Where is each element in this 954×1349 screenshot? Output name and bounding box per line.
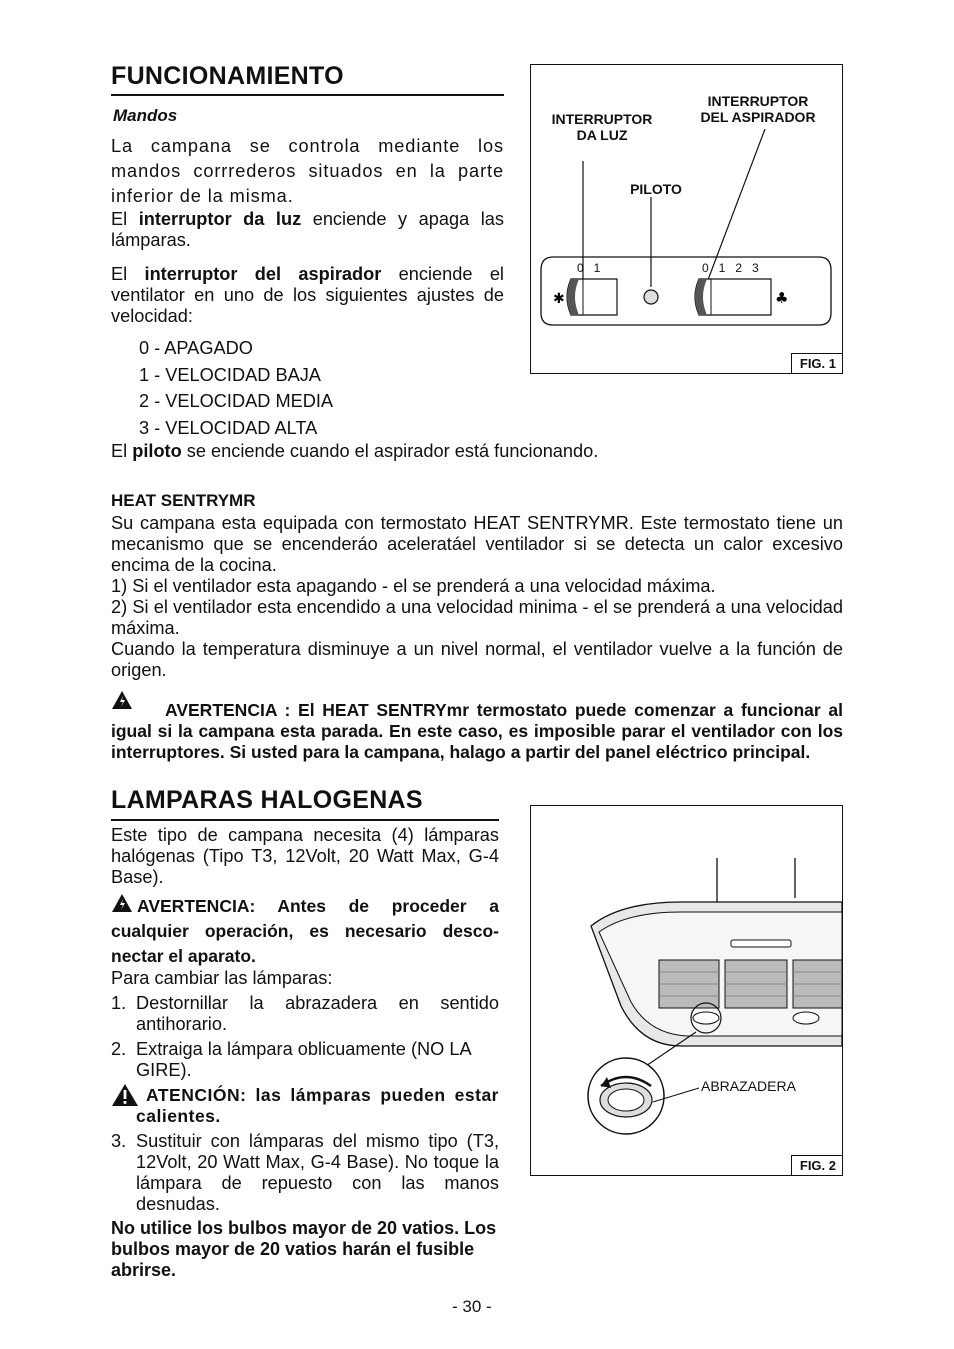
- heat-line: 1) Si el ventilador esta apagando - el se prenderá a una velocidad máxima.: [111, 576, 716, 596]
- para-pilot-pre: El: [111, 441, 133, 461]
- step-text: Extraiga la lámpara oblicuamente (NO LA GIRE).: [136, 1039, 471, 1080]
- label-pilot: PILOTO: [630, 181, 682, 197]
- lamp-lead: Para cambiar las lámparas:: [111, 968, 333, 988]
- para-pilot-bold: piloto: [132, 441, 182, 461]
- label-light-switch: INTERRUPTOR DA LUZ: [551, 111, 653, 143]
- lamp-intro: Este tipo de campana necesita (4) lámparas halógenas (Tipo T3, 12Volt, 20 Watt Max, G-4 Base).: [111, 825, 499, 887]
- caution-text: ATENCIÓN: las lámparas pueden estar calientes.: [136, 1085, 499, 1126]
- lamp-caution: [111, 1085, 499, 1127]
- control-panel-drawing: [531, 65, 842, 373]
- title-rule: [111, 94, 504, 96]
- figure-1-caption: FIG. 1: [791, 353, 842, 373]
- speed-item: 0 - APAGADO: [139, 338, 253, 358]
- lamp-step-1: [111, 993, 499, 1035]
- section-title-lamparas: LAMPARAS HALOGENAS: [111, 786, 423, 814]
- lamp-final-note: No utilice los bulbos mayor de 20 vatios. Los bulbos mayor de 20 vatios harán el fusible abrirse.: [111, 1218, 497, 1280]
- lamp-step-3: [111, 1131, 499, 1215]
- label-clamp: ABRAZADERA: [701, 1078, 796, 1094]
- step-text: Sustituir con lámparas del mismo tipo (T3, 12Volt, 20 Watt Max, G-4 Base). No toque la lámpara de repuesto con las manos desnudas.: [136, 1131, 499, 1214]
- para-fan-switch: [111, 264, 504, 327]
- heat-line: 2) Si el ventilador esta encendido a una velocidad minima - el se prenderá a una velocidad máxima.: [111, 597, 843, 638]
- speed-item: 2 - VELOCIDAD MEDIA: [139, 391, 334, 411]
- para-pilot: [111, 441, 598, 462]
- speed-item: 1 - VELOCIDAD BAJA: [139, 364, 321, 385]
- lamp-warning: AVERTENCIA: Antes de proceder a cualquier operación, es necesario desco-nectar el aparato.: [111, 896, 499, 966]
- step-number: 3.: [111, 1131, 127, 1151]
- para-light-pre: El: [111, 209, 139, 229]
- section-title-funcionamiento: FUNCIONAMIENTO: [111, 62, 344, 90]
- para-fan-post: enciende el ventilator en uno de los siguientes ajustes de velocidad:: [111, 264, 504, 326]
- para-light-bold: interruptor da luz: [138, 209, 302, 229]
- para-fan-pre: El: [111, 264, 145, 284]
- heat-sentry-title: HEAT SENTRYMR: [111, 491, 256, 510]
- speed-list: [139, 335, 333, 441]
- page-number: - 30 -: [452, 1297, 492, 1316]
- heat-sentry-body: [111, 513, 843, 681]
- step-number: 2.: [111, 1039, 127, 1059]
- step-number: 1.: [111, 993, 127, 1013]
- hood-drawing: [531, 806, 842, 1175]
- para-fan-bold: interruptor del aspirador: [144, 264, 382, 284]
- step-text: Destornillar la abrazadera en sentido antihorario.: [136, 993, 499, 1034]
- para-light-switch: [111, 209, 504, 251]
- heat-line: Cuando la temperatura disminuye a un nivel normal, el ventilador vuelve a la función de origen.: [111, 639, 843, 680]
- figure-1-controls: [530, 64, 843, 374]
- figure-2-clamp: [530, 805, 843, 1176]
- svg-text:♣: ♣: [775, 289, 789, 307]
- speed-item: 3 - VELOCIDAD ALTA: [139, 417, 318, 438]
- para-pilot-post: se enciende cuando el aspirador está funcionando.: [181, 441, 599, 461]
- svg-text:✱: ✱: [553, 291, 565, 307]
- heat-sentry-warning: AVERTENCIA : El HEAT SENTRYmr termostato puede comenzar a funcionar al igual si la campana esta parada. En este caso, es imposible parar el ventilador con los interruptores. Si usted para la campana, halago a partir del panel eléctrico principal.: [111, 700, 843, 762]
- para-intro: La campana se controla mediante los mandos corrrederos situados en la parte inferior de la misma.: [111, 136, 504, 206]
- para-light-post: enciende y apaga las lámparas.: [111, 209, 504, 250]
- lamp-step-2: [111, 1039, 499, 1081]
- figure-2-caption: FIG. 2: [791, 1155, 842, 1175]
- label-fan-switch: INTERRUPTOR DEL ASPIRADOR: [700, 93, 816, 125]
- heat-line: Su campana esta equipada con termostato HEAT SENTRYMR. Este termostato tiene un mecanismo que se encenderáo aceleratáel ventilador si se detecta un calor excesivo encima de la cocina.: [111, 513, 843, 575]
- scale-light: 0 1: [577, 261, 601, 275]
- title-rule: [111, 819, 499, 821]
- subtitle-mandos: Mandos: [113, 106, 178, 125]
- scale-fan: 0 1 2 3: [702, 261, 759, 275]
